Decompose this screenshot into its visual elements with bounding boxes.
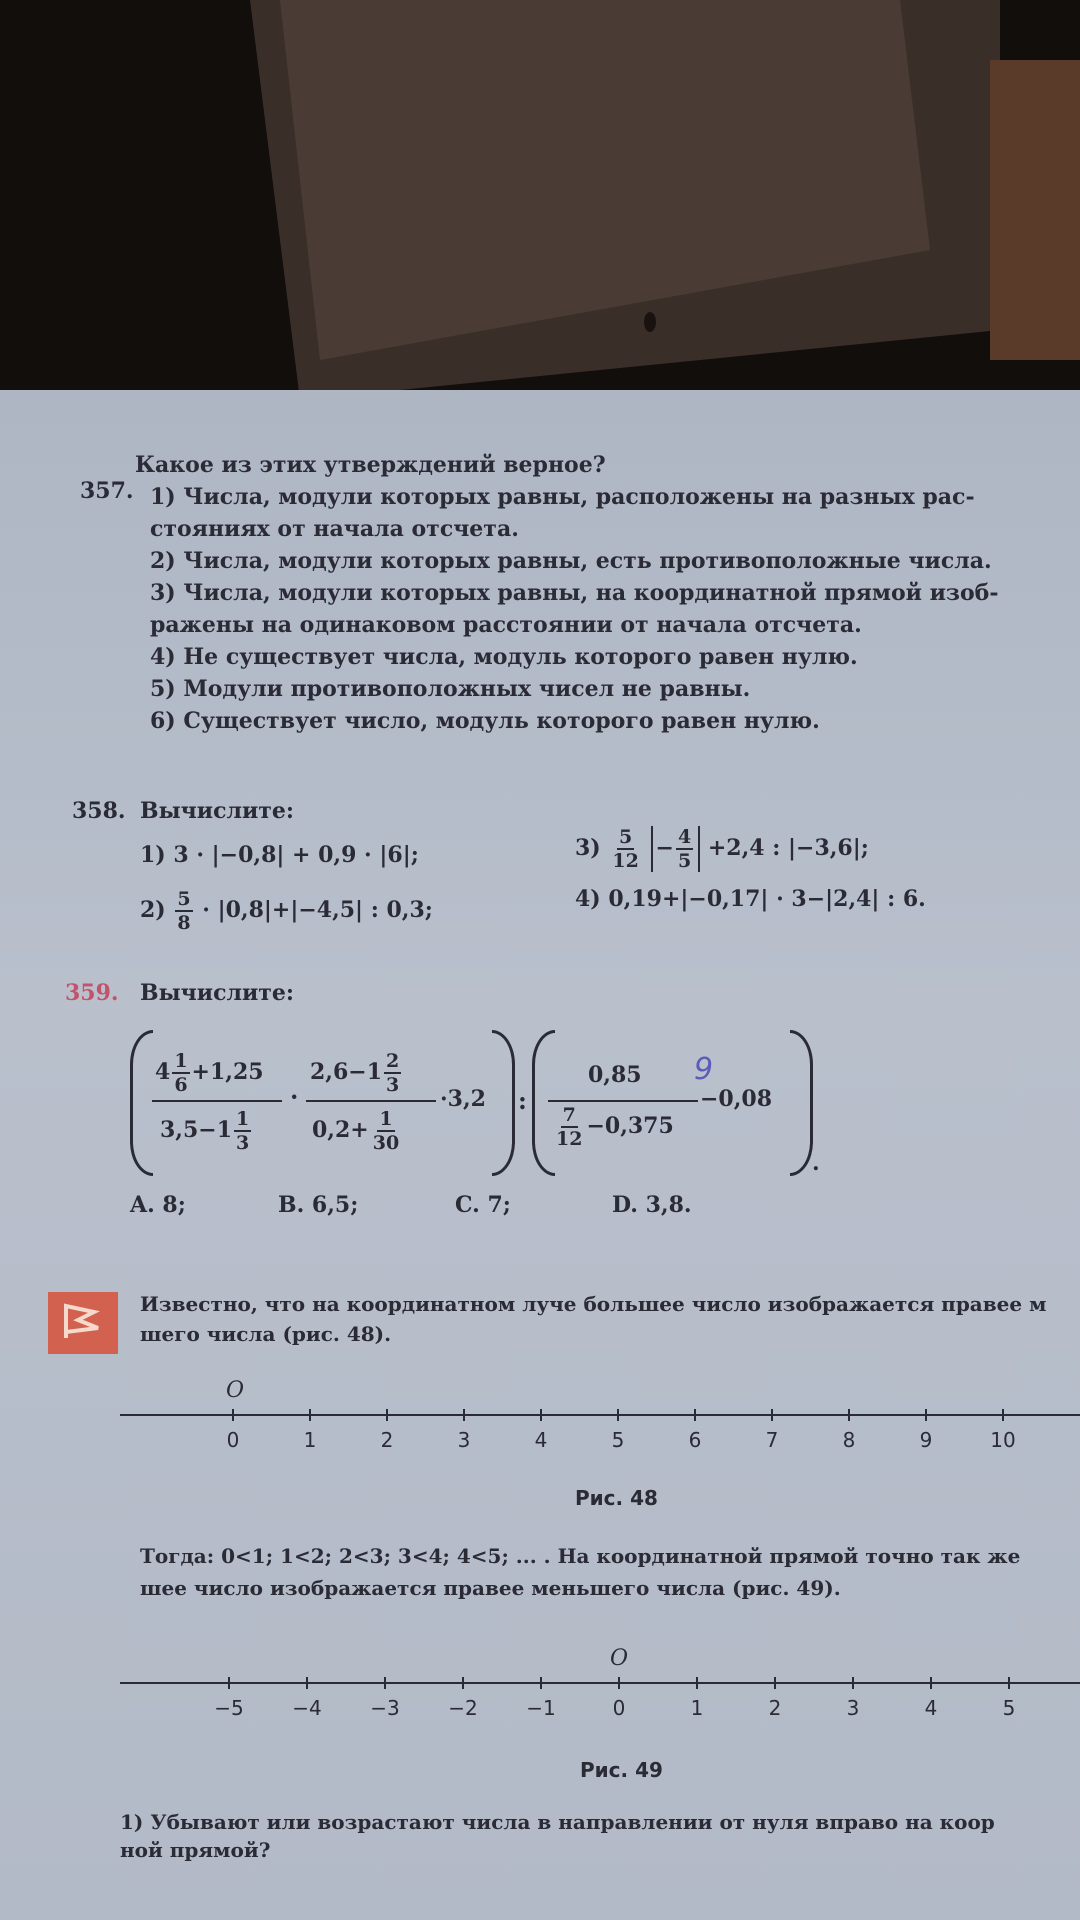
problem-357-line: 6) Существует число, модуль которого равен нулю. — [150, 708, 820, 734]
problem-358-expr-2 — [140, 888, 433, 934]
problem-357-line: 5) Модули противоположных чисел не равны. — [150, 676, 751, 702]
axis-tick — [694, 1409, 696, 1421]
tick-label: 0 — [612, 1696, 626, 1720]
para2-line-2: шее число изображается правее меньшего числа (рис. 49). — [140, 1576, 841, 1600]
origin-label: O — [226, 1378, 245, 1403]
numerator: 1 — [174, 1050, 188, 1072]
tick-label: 5 — [611, 1428, 625, 1452]
frac2-numerator — [310, 1050, 403, 1096]
fig48-caption: Рис. 48 — [575, 1486, 658, 1510]
fraction — [610, 826, 640, 872]
coordinate-line — [120, 1682, 1080, 1684]
axis-tick — [232, 1409, 234, 1421]
answer-a: A. 8; — [130, 1192, 186, 1218]
right-paren — [492, 1030, 515, 1176]
axis-tick — [617, 1409, 619, 1421]
tick-label: 3 — [457, 1428, 471, 1452]
tick-label: 2 — [380, 1428, 394, 1452]
intro-line-1: Известно, что на координатном луче большее число изображается правее м — [140, 1292, 1047, 1316]
minus-tail: −0,08 — [700, 1086, 773, 1112]
section-logo-icon — [48, 1292, 118, 1354]
fraction — [234, 1108, 251, 1154]
problem-357-question: Какое из этих утверждений верное? — [135, 452, 606, 478]
expr-prefix: 3) — [575, 835, 601, 861]
denominator: 12 — [556, 1128, 583, 1150]
axis-tick — [540, 1677, 542, 1689]
fraction-bar — [548, 1100, 698, 1102]
axis-tick — [1002, 1409, 1004, 1421]
coordinate-ray — [120, 1414, 1080, 1416]
problem-357-line: 3) Числа, модули которых равны, на координатной прямой изоб- — [150, 580, 999, 606]
problem-357-line: стояниях от начала отсчета. — [150, 516, 519, 542]
expr-rest: · |0,8|+|−4,5| : 0,3; — [202, 897, 433, 923]
intro-line-2: шего числа (рис. 48). — [140, 1322, 392, 1346]
axis-tick — [384, 1677, 386, 1689]
axis-tick — [386, 1409, 388, 1421]
origin-label: O — [610, 1646, 629, 1671]
frac1-numerator — [155, 1050, 264, 1096]
frac2-denominator — [312, 1108, 403, 1154]
background-photo — [0, 0, 1080, 400]
expr-rest: +2,4 : |−3,6|; — [707, 835, 869, 861]
term: 3,5−1 — [160, 1117, 233, 1143]
numerator: 4 — [677, 826, 692, 848]
axis-tick — [1008, 1677, 1010, 1689]
fraction-bar — [152, 1100, 282, 1102]
fraction — [384, 1050, 401, 1096]
axis-tick — [618, 1677, 620, 1689]
question-1-line-2: ной прямой? — [120, 1838, 271, 1862]
tick-label: −5 — [214, 1696, 244, 1720]
numerator: 7 — [562, 1104, 576, 1126]
whole: 4 — [155, 1059, 171, 1085]
right-paren — [790, 1030, 813, 1176]
tick-label: 2 — [768, 1696, 782, 1720]
denominator: 8 — [177, 912, 191, 934]
problem-358-expr-3 — [575, 826, 869, 872]
tick-label: 7 — [765, 1428, 779, 1452]
axis-tick — [774, 1677, 776, 1689]
absolute-value: − $\frac{4}{5}$ — [651, 826, 701, 872]
tick-label: 1 — [303, 1428, 317, 1452]
axis-tick — [463, 1409, 465, 1421]
tick-label: −2 — [448, 1696, 478, 1720]
tick-label: 0 — [226, 1428, 240, 1452]
flag-icon — [48, 1292, 118, 1354]
denominator: 3 — [386, 1074, 400, 1096]
axis-tick — [540, 1409, 542, 1421]
frac3-numerator: 0,85 — [588, 1062, 642, 1088]
axis-tick — [848, 1409, 850, 1421]
fraction — [172, 1050, 189, 1096]
problem-358-expr-1: 1) 3 · |−0,8| + 0,9 · |6|; — [140, 842, 419, 868]
left-paren — [532, 1030, 555, 1176]
divide-sign: : — [518, 1086, 527, 1115]
problem-358-expr-4: 4) 0,19+|−0,17| · 3−|2,4| : 6. — [575, 886, 926, 912]
frac3-denominator — [552, 1104, 674, 1150]
numerator: 5 — [177, 888, 191, 910]
tick-label: 3 — [846, 1696, 860, 1720]
tick-label: 4 — [534, 1428, 548, 1452]
tick-label: 5 — [1002, 1696, 1016, 1720]
expr-prefix: 2) — [140, 897, 166, 923]
axis-tick — [462, 1677, 464, 1689]
fraction — [175, 888, 192, 934]
problem-357-line: 4) Не существует числа, модуль которого равен нулю. — [150, 644, 858, 670]
tick-label: 8 — [842, 1428, 856, 1452]
multiply-dot: · — [290, 1082, 299, 1111]
problem-358-number: 358. — [72, 798, 126, 824]
tick-label: 6 — [688, 1428, 702, 1452]
term: 0,2+ — [312, 1117, 369, 1143]
numerator: 2 — [386, 1050, 400, 1072]
axis-tick — [930, 1677, 932, 1689]
left-paren — [130, 1030, 153, 1176]
period: . — [812, 1150, 820, 1176]
numerator: 1 — [379, 1108, 393, 1130]
answer-b: B. 6,5; — [278, 1192, 359, 1218]
denominator: 30 — [372, 1132, 400, 1154]
axis-tick — [771, 1409, 773, 1421]
tick-label: −3 — [370, 1696, 400, 1720]
para2-line-1: Тогда: 0<1; 1<2; 2<3; 3<4; 4<5; ... . На координатной прямой точно так же — [140, 1544, 1021, 1568]
axis-tick — [852, 1677, 854, 1689]
denominator: 6 — [174, 1074, 188, 1096]
tick-label: −1 — [526, 1696, 556, 1720]
tick-label: 1 — [690, 1696, 704, 1720]
tick-label: −4 — [292, 1696, 322, 1720]
problem-359-title: Вычислите: — [140, 980, 295, 1006]
tick-label: 9 — [919, 1428, 933, 1452]
problem-357-line: ражены на одинаковом расстоянии от начала отсчета. — [150, 612, 862, 638]
problem-357-number: 357. — [80, 478, 134, 504]
numerator: 5 — [619, 826, 633, 848]
tick-label: 10 — [990, 1428, 1016, 1452]
fraction — [554, 1104, 584, 1150]
question-1-line-1: 1) Убывают или возрастают числа в направлении от нуля вправо на коор — [120, 1810, 995, 1834]
frac1-denominator — [160, 1108, 253, 1154]
term: 2,6−1 — [310, 1059, 383, 1085]
axis-tick — [696, 1677, 698, 1689]
problem-359-number: 359. — [65, 980, 119, 1006]
denominator: 12 — [612, 850, 639, 872]
problem-357-line: 2) Числа, модули которых равны, есть противоположные числа. — [150, 548, 992, 574]
fraction — [371, 1108, 401, 1154]
tick-label: 4 — [924, 1696, 938, 1720]
denominator: 3 — [236, 1132, 250, 1154]
numerator: 1 — [236, 1108, 250, 1130]
axis-tick — [925, 1409, 927, 1421]
multiply-tail: ·3,2 — [440, 1086, 486, 1112]
axis-tick — [306, 1677, 308, 1689]
problem-357-line: 1) Числа, модули которых равны, расположены на разных рас- — [150, 484, 975, 510]
axis-tick — [228, 1677, 230, 1689]
axis-tick — [309, 1409, 311, 1421]
denominator: 5 — [677, 850, 692, 872]
fraction — [676, 826, 693, 872]
term: −0,375 — [586, 1113, 674, 1139]
problem-358-title: Вычислите: — [140, 798, 295, 824]
term: +1,25 — [191, 1059, 264, 1085]
answer-c: C. 7; — [455, 1192, 511, 1218]
handwritten-mark: 9 — [694, 1052, 714, 1087]
answer-d: D. 3,8. — [612, 1192, 692, 1218]
fraction-bar — [306, 1100, 436, 1102]
fig49-caption: Рис. 49 — [580, 1758, 663, 1782]
